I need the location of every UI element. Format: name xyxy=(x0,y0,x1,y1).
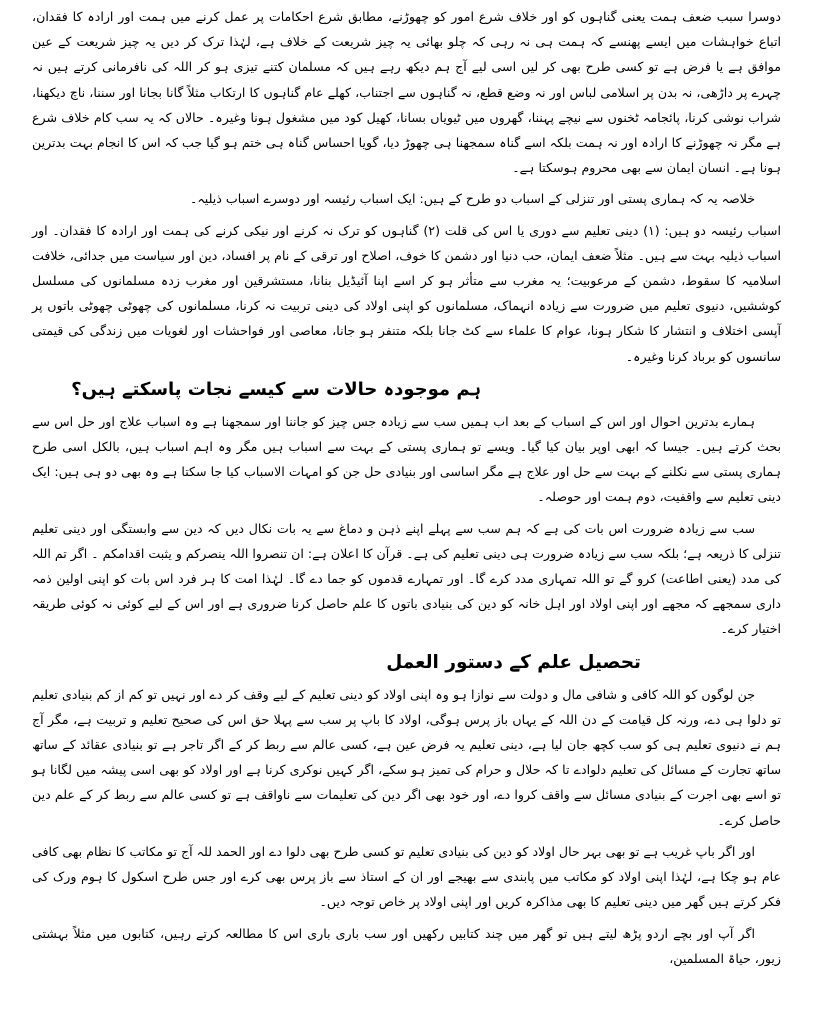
paragraph-main-and-secondary-causes: اسباب رئیسہ دو ہیں: (۱) دینی تعلیم سے دوری یا اس کی قلت (۲) گناہوں کو ترک نہ کرنے اور نیکی کرنے کی ہمت اور ارادہ کا فقدان۔ اور اسباب ذیلیہ بہت سے ہیں۔ مثلاً ضعف ایمان، حب دنیا اور دشمن کا خوف، اصلاح اور ترقی کے نام پر افساد، دین اور سیاست میں جدائی، خلافت اسلامیہ کا سقوط، دشمن کے مرعوبیت؛ یہ مغرب سے متأثر ہو کر اسے اپنا آئیڈیل بنانا، مستشرقین اور مغرب زدہ مسلمانوں کی مسلسل کوششیں، دنیوی تعلیم میں ضرورت سے زیادہ انہماک، مسلمانوں کو اپنی اولاد کی دینی تربیت نہ کرنا، مسلمانوں کی چھوٹی چھوٹی باتوں پر آپسی اختلاف و انتشار کا شکار ہونا، عوام کا علماء سے کٹ جانا بلکہ متنفر ہو جانا، معاصی اور فواحشات اور لغویات میں زندگی کی قیمتی سانسوں کو برباد کرنا وغیرہ۔ xyxy=(32,222,781,364)
paragraph-urdu-books: اگر آپ اور بچے اردو پڑھ لیتے ہیں تو گھر میں چند کتابیں رکھیں اور سب باری باری اس کا مطالعہ کرتے رہیں، کتابوں میں مثلاً بہشتی زیور، حیاۃ المسلمین، xyxy=(32,925,781,966)
heading-how-to-escape: ہم موجودہ حالات سے کیسے نجات پاسکتے ہیں؟ xyxy=(71,378,481,400)
paragraph-weak-resolve: دوسرا سبب ضعف ہمت یعنی گناہوں کو اور خلاف شرع امور کو چھوڑنے، مطابق شرع احکامات پر عمل کرنے میں ہمت اور ارادہ کا فقدان، اتباع خواہشات میں ایسے پھنسے کہ ہمت ہی نہ رہی کہ چلو بھائی یہ چیز شریعت کے خلاف ہے، لہٰذا ترک کر دیں یہ چیز شریعت کے عین موافق ہے یا فرض ہے تو کسی طرح بھی کر لیں اسی لیے آج ہم دیکھ رہے ہیں کہ مسلمان کتنے تیزی ہو کر اللہ کی نافرمانی کرتے ہیں نہ چہرے پر داڑھی، نہ بدن پر اسلامی لباس اور نہ وضع قطع، نہ گناہوں سے اجتناب، کھلے عام گناہوں کا ارتکاب مثلاً گانا بجانا اور سننا، ناچ دیکھنا، شراب نوشی کرنا، پائجامہ ٹخنوں سے نیچے پہننا، گھروں میں ٹیویاں بسانا، کھیل کود میں مشغول ہونا وغیرہ۔ حالاں کہ یہ سب کام خلاف شرع ہے مگر نہ چھوڑنے کا ارادہ اور نہ ہمت بلکہ اسے گناہ سمجھنا ہی چھوڑ دیا، گویا احساس گناہ ہی ختم ہو گیا جب کہ اس کا انجام بہت بدترین ہونا ہے۔ انسان ایمان سے بھی محروم ہوسکتا ہے۔ xyxy=(32,9,781,176)
paragraph-need-for-religious-education: سب سے زیادہ ضرورت اس بات کی ہے کہ ہم سب سے پہلے اپنے ذہن و دماغ سے یہ بات نکال دیں کہ دین سے وابستگی اور دینی تعلیم تنزلی کا ذریعہ ہے؛ بلکہ سب سے زیادہ ضرورت ہی دینی تعلیم کی ہے۔ قرآن کا اعلان ہے: ان تنصروا اللہ ینصرکم و یثبت اقدامکم ۔ اگر تم اللہ کی مدد (یعنی اطاعت) کرو گے تو اللہ تمہاری مدد کرے گا۔ اور تمہارے قدموں کو جما دے گا۔ لہٰذا امت کا ہر فرد اس بات کو اپنی اولین ذمہ داری سمجھے کہ مجھے اور اپنی اولاد اور اہل خانہ کو دین کی بنیادی باتوں کا علم حاصل کرنا ضروری ہے اور اس کے لیے کوئی نہ کوئی طریقہ اختیار کرے۔ xyxy=(32,520,781,637)
paragraph-remedies: ہمارے بدترین احوال اور اس کے اسباب کے بعد اب ہمیں سب سے زیادہ جس چیز کو جاننا اور سمجھنا ہے وہ اسباب علاج اور حل اس سے بحث کرتے ہیں۔ جیسا کہ ابھی اوپر بیان کیا گیا۔ ویسے تو ہماری پستی کے بہت سے اسباب ہیں مگر وہ اہم اسباب ہیں، بالکل اسی طرح ہماری پستی سے نکلنے کے بہت سے حل اور علاج ہے مگر اساسی اور بنیادی حل جن کو امہات الاسباب کیا جا سکتا ہے وہ بھی دو ہی ہیں: ایک دینی تعلیم سے واقفیت، دوم ہمت اور حوصلہ۔ xyxy=(32,413,781,505)
paragraph-summary-causes: خلاصہ یہ کہ ہماری پستی اور تنزلی کے اسباب دو طرح کے ہیں: ایک اسباب رئیسہ اور دوسرے اسباب ذیلیہ۔ xyxy=(190,191,755,207)
paragraph-poor-parents: اور اگر باپ غریب ہے تو بھی بہر حال اولاد کو دین کی بنیادی تعلیم تو کسی طرح بھی دلوا دے اور الحمد للہ آج تو مکاتب کا نظام بھی کافی عام ہو چکا ہے، لہٰذا اپنی اولاد کو مکاتب میں پابندی سے بھیجے اور ان کے استاذ سے باز پرس بھی کرے اور جس طرح اسکول کا ہوم ورک کی فکر کرتے ہیں گھر میں دینی تعلیم کا بھی مذاکرہ کریں اور اپنی اولاد پر خاص توجہ دیں۔ xyxy=(32,843,781,910)
heading-method-of-learning: تحصیل علم کے دستور العمل xyxy=(386,651,641,673)
paragraph-wealthy-parents: جن لوگوں کو اللہ کافی و شافی مال و دولت سے نوازا ہو وہ اپنی اولاد کو دینی تعلیم کے لیے وقف کر دے اور نہیں تو کم از کم بنیادی تعلیم تو دلوا ہی دے، ورنہ کل قیامت کے دن اللہ کے یہاں باز پرس ہوگی، اولاد کا باپ پر سب سے پہلا حق اس کی صحیح تعلیم و تربیت ہے، مگر آج ہم نے دنیوی تعلیم ہی کو سب کچھ جان لیا ہے، دینی تعلیم یہ فرض عین ہے، کسی عالم سے ربط کر کے اگر تاجر ہے تو بنیادی عقائد کے ساتھ ساتھ تجارت کے مسائل کی تعلیم دلوادے تا کہ حلال و حرام کی تمیز ہو سکے، اگر کہیں نوکری کرنا ہے اور اولاد کو بھی اسی پیشہ میں لگانا ہو تو اسے بھی اجرت کے بنیادی مسائل سے واقف کروا دے، اور خود بھی اگر دین کی تعلیمات سے ناواقف ہے تو کسی عالم سے ربط کر کے علم دین حاصل کرے۔ xyxy=(32,686,781,828)
